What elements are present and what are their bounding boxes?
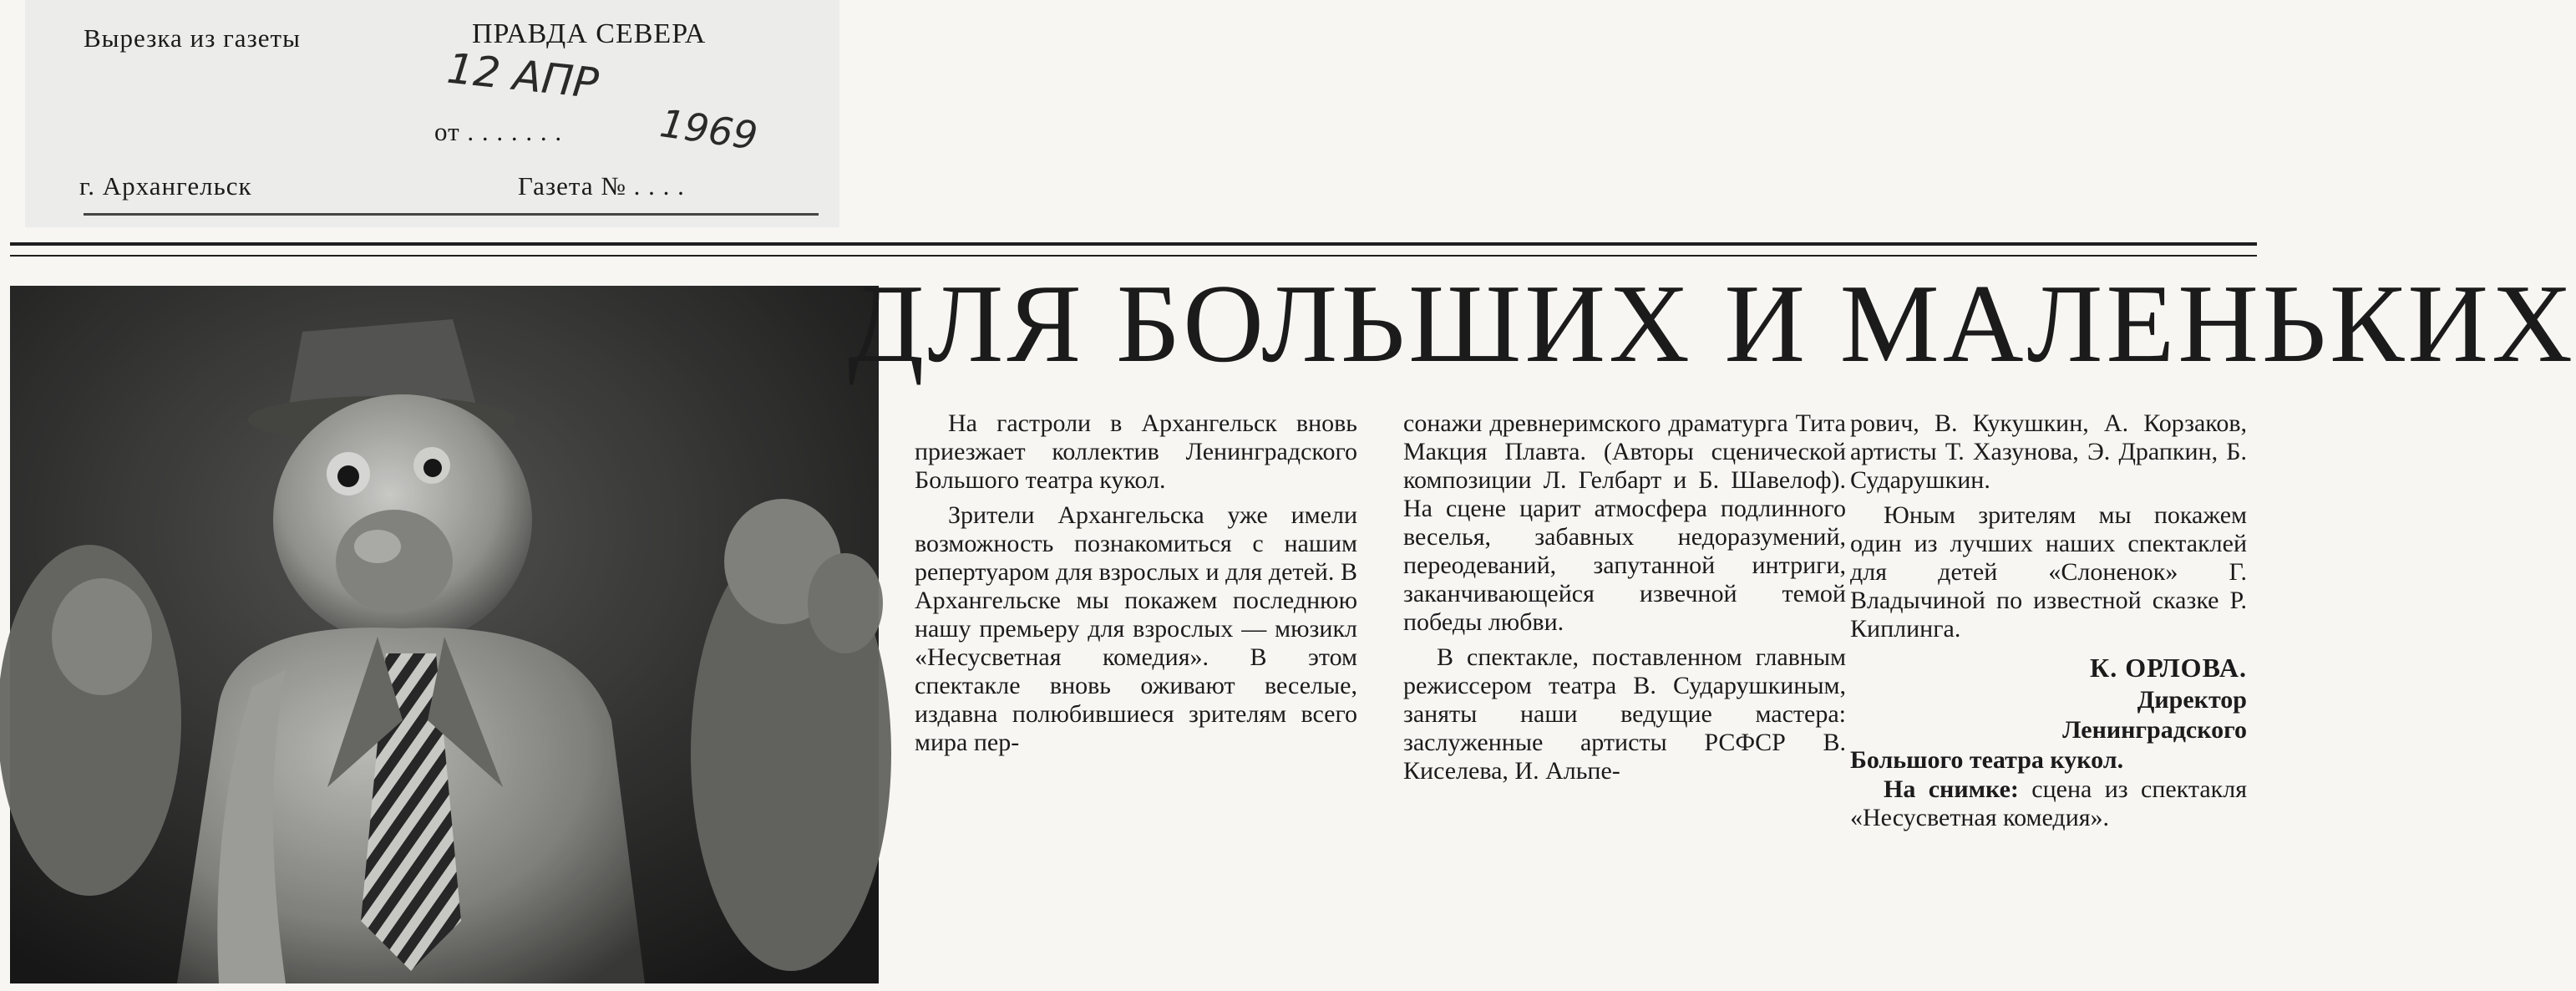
stamp-newspaper-name: ПРАВДА СЕВЕРА	[472, 18, 707, 49]
article-column-2	[1403, 409, 1846, 792]
stamp-from-label: от . . . . . . .	[434, 117, 563, 146]
top-rule-thin	[10, 255, 2257, 257]
stamp-date-handwritten: 12 АПР	[444, 43, 601, 109]
caption-lead: На снимке:	[1884, 775, 2019, 803]
archive-stamp	[25, 0, 839, 227]
signature-title-line-3: Большого театра кукол.	[1850, 746, 2124, 774]
article-column-1	[915, 409, 1357, 764]
puppet-scene-photo	[10, 286, 879, 983]
stamp-underline	[84, 213, 819, 216]
col2-paragraph-2: В спектакле, поставленном главным режиссером театра В. Сударушкиным, заняты наши ведущие мастера: заслуженные артисты РСФСР В. Киселева, И. Альпе-	[1403, 643, 1846, 785]
col1-paragraph-1: На гастроли в Архангельск вновь приезжает коллектив Ленинградского Большого театра кукол.	[915, 409, 1357, 494]
signature-title-line-2: Ленинградского	[2062, 716, 2247, 744]
col3-paragraph-2: Юным зрителям мы покажем один из лучших наших спектаклей для детей «Слоненок» Г. Владычиной по известной сказке Р. Киплинга.	[1850, 501, 2247, 643]
photo-caption	[1850, 775, 2247, 832]
top-rule	[10, 242, 2257, 246]
stamp-year-handwritten: 1969	[657, 100, 761, 159]
article-headline: ДЛЯ БОЛЬШИХ И МАЛЕНЬКИХ	[848, 262, 2576, 385]
signature-title-line-1: Директор	[2137, 686, 2247, 714]
stamp-clipping-label: Вырезка из газеты	[84, 23, 301, 53]
col2-paragraph-1: сонажи древнеримского драматурга Тита Макция Плавта. (Авторы сценической композиции Л. Гелбарт и Б. Шавелоф). На сцене царит атмосфера подлинного веселья, забавных недоразумений, переодеваний, запутанной интриги, заканчивающейся извечной темой победы любви.	[1403, 409, 1846, 636]
col1-paragraph-2: Зрители Архангельска уже имели возможность познакомиться с нашим репертуаром для взрослых и для детей. В Архангельске мы покажем последнюю нашу премьеру для взрослых — мюзикл «Несусветная комедия». В этом спектакле вновь оживают веселые, издавна полюбившиеся зрителям всего мира пер-	[915, 501, 1357, 756]
col3-paragraph-1: рович, В. Кукушкин, А. Корзаков, артисты Т. Хазунова, Э. Драпкин, Б. Сударушкин.	[1850, 409, 2247, 494]
caption-text: сцена из спектакля «Несусветная комедия».	[1850, 775, 2248, 831]
stamp-issue-label: Газета № . . . .	[518, 171, 685, 201]
signature-name: К. ОРЛОВА.	[2089, 653, 2247, 683]
article-column-3	[1850, 409, 2247, 839]
stamp-city: г. Архангельск	[79, 171, 252, 201]
